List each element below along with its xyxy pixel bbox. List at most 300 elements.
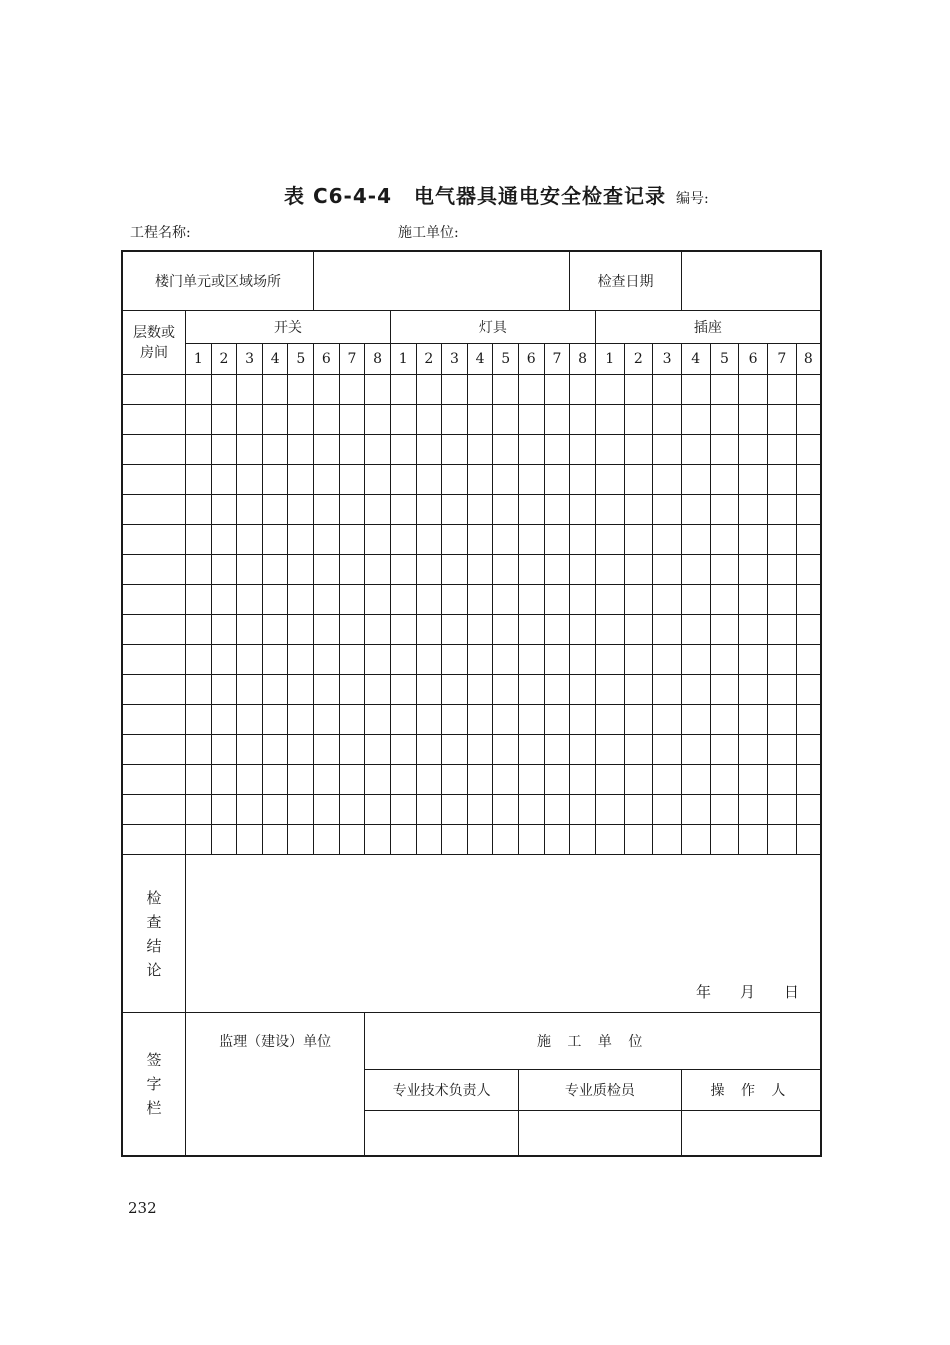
socket-cell[interactable]	[681, 735, 710, 765]
lamp-cell[interactable]	[493, 615, 519, 645]
socket-cell[interactable]	[739, 585, 768, 615]
lamp-cell[interactable]	[570, 645, 596, 675]
socket-cell[interactable]	[739, 765, 768, 795]
switch-cell[interactable]	[314, 495, 340, 525]
switch-cell[interactable]	[262, 405, 288, 435]
switch-cell[interactable]	[339, 525, 365, 555]
socket-cell[interactable]	[653, 645, 682, 675]
socket-cell[interactable]	[653, 585, 682, 615]
socket-cell[interactable]	[681, 585, 710, 615]
lamp-cell[interactable]	[544, 615, 570, 645]
lamp-cell[interactable]	[493, 795, 519, 825]
switch-cell[interactable]	[365, 765, 391, 795]
socket-cell[interactable]	[681, 435, 710, 465]
switch-cell[interactable]	[186, 585, 212, 615]
lamp-cell[interactable]	[390, 675, 416, 705]
socket-cell[interactable]	[681, 705, 710, 735]
socket-cell[interactable]	[796, 615, 821, 645]
socket-cell[interactable]	[681, 465, 710, 495]
switch-cell[interactable]	[365, 495, 391, 525]
lamp-cell[interactable]	[544, 795, 570, 825]
socket-cell[interactable]	[595, 795, 624, 825]
socket-cell[interactable]	[767, 825, 796, 855]
switch-cell[interactable]	[288, 615, 314, 645]
lamp-cell[interactable]	[493, 525, 519, 555]
room-cell[interactable]	[122, 495, 186, 525]
socket-cell[interactable]	[653, 705, 682, 735]
lamp-cell[interactable]	[493, 375, 519, 405]
lamp-cell[interactable]	[493, 645, 519, 675]
lamp-cell[interactable]	[570, 675, 596, 705]
lamp-cell[interactable]	[416, 735, 442, 765]
socket-cell[interactable]	[624, 435, 653, 465]
lamp-cell[interactable]	[518, 825, 544, 855]
lamp-cell[interactable]	[544, 735, 570, 765]
socket-cell[interactable]	[767, 465, 796, 495]
socket-cell[interactable]	[624, 495, 653, 525]
lamp-cell[interactable]	[442, 585, 468, 615]
switch-cell[interactable]	[262, 525, 288, 555]
switch-cell[interactable]	[237, 525, 263, 555]
socket-cell[interactable]	[796, 825, 821, 855]
lamp-cell[interactable]	[493, 495, 519, 525]
switch-cell[interactable]	[339, 645, 365, 675]
socket-cell[interactable]	[653, 405, 682, 435]
switch-cell[interactable]	[237, 615, 263, 645]
switch-cell[interactable]	[237, 375, 263, 405]
supervisor-cell[interactable]	[186, 1013, 365, 1157]
operator-sign-cell[interactable]	[681, 1111, 821, 1157]
socket-cell[interactable]	[767, 375, 796, 405]
socket-cell[interactable]	[796, 555, 821, 585]
lamp-cell[interactable]	[390, 435, 416, 465]
socket-cell[interactable]	[710, 585, 739, 615]
switch-cell[interactable]	[314, 585, 340, 615]
lamp-cell[interactable]	[416, 375, 442, 405]
lamp-cell[interactable]	[518, 645, 544, 675]
switch-cell[interactable]	[186, 615, 212, 645]
socket-cell[interactable]	[739, 825, 768, 855]
socket-cell[interactable]	[739, 375, 768, 405]
lamp-cell[interactable]	[390, 825, 416, 855]
room-cell[interactable]	[122, 375, 186, 405]
switch-cell[interactable]	[288, 525, 314, 555]
switch-cell[interactable]	[314, 615, 340, 645]
room-cell[interactable]	[122, 615, 186, 645]
lamp-cell[interactable]	[570, 615, 596, 645]
lamp-cell[interactable]	[467, 525, 493, 555]
switch-cell[interactable]	[288, 825, 314, 855]
socket-cell[interactable]	[767, 555, 796, 585]
socket-cell[interactable]	[710, 375, 739, 405]
socket-cell[interactable]	[653, 825, 682, 855]
switch-cell[interactable]	[288, 645, 314, 675]
socket-cell[interactable]	[739, 615, 768, 645]
socket-cell[interactable]	[681, 615, 710, 645]
lamp-cell[interactable]	[442, 825, 468, 855]
socket-cell[interactable]	[739, 405, 768, 435]
socket-cell[interactable]	[710, 555, 739, 585]
lamp-cell[interactable]	[493, 405, 519, 435]
socket-cell[interactable]	[710, 405, 739, 435]
room-cell[interactable]	[122, 765, 186, 795]
lamp-cell[interactable]	[442, 555, 468, 585]
lamp-cell[interactable]	[518, 795, 544, 825]
room-cell[interactable]	[122, 795, 186, 825]
switch-cell[interactable]	[237, 765, 263, 795]
switch-cell[interactable]	[211, 825, 237, 855]
lamp-cell[interactable]	[518, 555, 544, 585]
room-cell[interactable]	[122, 645, 186, 675]
socket-cell[interactable]	[767, 705, 796, 735]
lamp-cell[interactable]	[442, 795, 468, 825]
socket-cell[interactable]	[710, 465, 739, 495]
switch-cell[interactable]	[288, 375, 314, 405]
switch-cell[interactable]	[365, 705, 391, 735]
lamp-cell[interactable]	[416, 705, 442, 735]
lamp-cell[interactable]	[570, 525, 596, 555]
socket-cell[interactable]	[595, 405, 624, 435]
lamp-cell[interactable]	[570, 585, 596, 615]
socket-cell[interactable]	[710, 525, 739, 555]
lamp-cell[interactable]	[570, 735, 596, 765]
socket-cell[interactable]	[653, 795, 682, 825]
switch-cell[interactable]	[211, 555, 237, 585]
lamp-cell[interactable]	[570, 795, 596, 825]
switch-cell[interactable]	[211, 435, 237, 465]
socket-cell[interactable]	[739, 705, 768, 735]
socket-cell[interactable]	[767, 585, 796, 615]
lamp-cell[interactable]	[390, 735, 416, 765]
lamp-cell[interactable]	[416, 675, 442, 705]
socket-cell[interactable]	[681, 375, 710, 405]
lamp-cell[interactable]	[416, 465, 442, 495]
lamp-cell[interactable]	[390, 705, 416, 735]
tech-lead-sign-cell[interactable]	[365, 1111, 519, 1157]
switch-cell[interactable]	[339, 615, 365, 645]
switch-cell[interactable]	[186, 765, 212, 795]
switch-cell[interactable]	[365, 585, 391, 615]
lamp-cell[interactable]	[544, 825, 570, 855]
socket-cell[interactable]	[653, 555, 682, 585]
socket-cell[interactable]	[653, 435, 682, 465]
switch-cell[interactable]	[314, 705, 340, 735]
lamp-cell[interactable]	[416, 525, 442, 555]
lamp-cell[interactable]	[493, 825, 519, 855]
switch-cell[interactable]	[262, 825, 288, 855]
lamp-cell[interactable]	[416, 435, 442, 465]
switch-cell[interactable]	[211, 465, 237, 495]
lamp-cell[interactable]	[518, 495, 544, 525]
socket-cell[interactable]	[796, 465, 821, 495]
socket-cell[interactable]	[653, 525, 682, 555]
lamp-cell[interactable]	[467, 675, 493, 705]
lamp-cell[interactable]	[467, 765, 493, 795]
lamp-cell[interactable]	[544, 555, 570, 585]
socket-cell[interactable]	[739, 555, 768, 585]
lamp-cell[interactable]	[416, 495, 442, 525]
switch-cell[interactable]	[339, 555, 365, 585]
lamp-cell[interactable]	[467, 495, 493, 525]
switch-cell[interactable]	[365, 735, 391, 765]
switch-cell[interactable]	[339, 435, 365, 465]
switch-cell[interactable]	[339, 405, 365, 435]
lamp-cell[interactable]	[416, 765, 442, 795]
socket-cell[interactable]	[653, 495, 682, 525]
switch-cell[interactable]	[237, 735, 263, 765]
lamp-cell[interactable]	[390, 375, 416, 405]
switch-cell[interactable]	[365, 645, 391, 675]
lamp-cell[interactable]	[518, 405, 544, 435]
switch-cell[interactable]	[186, 735, 212, 765]
switch-cell[interactable]	[237, 555, 263, 585]
switch-cell[interactable]	[237, 675, 263, 705]
switch-cell[interactable]	[262, 375, 288, 405]
switch-cell[interactable]	[262, 675, 288, 705]
room-cell[interactable]	[122, 675, 186, 705]
switch-cell[interactable]	[186, 375, 212, 405]
socket-cell[interactable]	[624, 555, 653, 585]
socket-cell[interactable]	[653, 765, 682, 795]
switch-cell[interactable]	[339, 795, 365, 825]
switch-cell[interactable]	[365, 405, 391, 435]
lamp-cell[interactable]	[493, 585, 519, 615]
room-cell[interactable]	[122, 825, 186, 855]
switch-cell[interactable]	[365, 825, 391, 855]
lamp-cell[interactable]	[467, 435, 493, 465]
lamp-cell[interactable]	[570, 495, 596, 525]
socket-cell[interactable]	[595, 825, 624, 855]
lamp-cell[interactable]	[467, 795, 493, 825]
lamp-cell[interactable]	[390, 525, 416, 555]
inspection-date-input-cell[interactable]	[681, 251, 821, 311]
socket-cell[interactable]	[653, 375, 682, 405]
socket-cell[interactable]	[681, 675, 710, 705]
room-cell[interactable]	[122, 585, 186, 615]
socket-cell[interactable]	[595, 765, 624, 795]
socket-cell[interactable]	[681, 825, 710, 855]
socket-cell[interactable]	[710, 825, 739, 855]
lamp-cell[interactable]	[544, 435, 570, 465]
socket-cell[interactable]	[710, 765, 739, 795]
room-cell[interactable]	[122, 465, 186, 495]
switch-cell[interactable]	[365, 555, 391, 585]
lamp-cell[interactable]	[390, 765, 416, 795]
switch-cell[interactable]	[314, 795, 340, 825]
lamp-cell[interactable]	[570, 555, 596, 585]
switch-cell[interactable]	[339, 585, 365, 615]
socket-cell[interactable]	[739, 675, 768, 705]
room-cell[interactable]	[122, 705, 186, 735]
switch-cell[interactable]	[211, 795, 237, 825]
switch-cell[interactable]	[288, 495, 314, 525]
socket-cell[interactable]	[796, 765, 821, 795]
socket-cell[interactable]	[681, 405, 710, 435]
lamp-cell[interactable]	[544, 495, 570, 525]
switch-cell[interactable]	[211, 495, 237, 525]
lamp-cell[interactable]	[493, 465, 519, 495]
lamp-cell[interactable]	[442, 675, 468, 705]
lamp-cell[interactable]	[518, 705, 544, 735]
switch-cell[interactable]	[211, 675, 237, 705]
lamp-cell[interactable]	[570, 375, 596, 405]
switch-cell[interactable]	[186, 525, 212, 555]
socket-cell[interactable]	[624, 795, 653, 825]
switch-cell[interactable]	[211, 585, 237, 615]
room-cell[interactable]	[122, 555, 186, 585]
lamp-cell[interactable]	[467, 735, 493, 765]
qc-sign-cell[interactable]	[518, 1111, 681, 1157]
socket-cell[interactable]	[739, 465, 768, 495]
switch-cell[interactable]	[237, 405, 263, 435]
switch-cell[interactable]	[237, 645, 263, 675]
lamp-cell[interactable]	[467, 615, 493, 645]
socket-cell[interactable]	[595, 705, 624, 735]
room-cell[interactable]	[122, 525, 186, 555]
socket-cell[interactable]	[710, 675, 739, 705]
switch-cell[interactable]	[339, 765, 365, 795]
switch-cell[interactable]	[186, 675, 212, 705]
switch-cell[interactable]	[211, 765, 237, 795]
socket-cell[interactable]	[767, 405, 796, 435]
switch-cell[interactable]	[186, 495, 212, 525]
switch-cell[interactable]	[262, 735, 288, 765]
switch-cell[interactable]	[262, 465, 288, 495]
switch-cell[interactable]	[186, 795, 212, 825]
lamp-cell[interactable]	[390, 585, 416, 615]
lamp-cell[interactable]	[493, 435, 519, 465]
lamp-cell[interactable]	[518, 465, 544, 495]
switch-cell[interactable]	[339, 495, 365, 525]
switch-cell[interactable]	[262, 795, 288, 825]
lamp-cell[interactable]	[570, 435, 596, 465]
lamp-cell[interactable]	[493, 735, 519, 765]
switch-cell[interactable]	[186, 645, 212, 675]
switch-cell[interactable]	[339, 375, 365, 405]
socket-cell[interactable]	[796, 375, 821, 405]
lamp-cell[interactable]	[390, 495, 416, 525]
lamp-cell[interactable]	[390, 465, 416, 495]
lamp-cell[interactable]	[467, 375, 493, 405]
socket-cell[interactable]	[653, 615, 682, 645]
socket-cell[interactable]	[796, 405, 821, 435]
socket-cell[interactable]	[624, 465, 653, 495]
switch-cell[interactable]	[365, 795, 391, 825]
switch-cell[interactable]	[339, 735, 365, 765]
lamp-cell[interactable]	[518, 765, 544, 795]
lamp-cell[interactable]	[467, 465, 493, 495]
lamp-cell[interactable]	[442, 435, 468, 465]
switch-cell[interactable]	[237, 795, 263, 825]
lamp-cell[interactable]	[544, 675, 570, 705]
socket-cell[interactable]	[595, 735, 624, 765]
socket-cell[interactable]	[624, 825, 653, 855]
socket-cell[interactable]	[681, 765, 710, 795]
switch-cell[interactable]	[288, 405, 314, 435]
socket-cell[interactable]	[595, 495, 624, 525]
socket-cell[interactable]	[796, 495, 821, 525]
socket-cell[interactable]	[710, 435, 739, 465]
switch-cell[interactable]	[262, 615, 288, 645]
switch-cell[interactable]	[262, 495, 288, 525]
switch-cell[interactable]	[314, 675, 340, 705]
socket-cell[interactable]	[595, 675, 624, 705]
socket-cell[interactable]	[710, 735, 739, 765]
switch-cell[interactable]	[186, 405, 212, 435]
lamp-cell[interactable]	[570, 405, 596, 435]
lamp-cell[interactable]	[467, 825, 493, 855]
socket-cell[interactable]	[595, 555, 624, 585]
socket-cell[interactable]	[796, 675, 821, 705]
lamp-cell[interactable]	[544, 465, 570, 495]
switch-cell[interactable]	[288, 675, 314, 705]
socket-cell[interactable]	[681, 525, 710, 555]
switch-cell[interactable]	[211, 735, 237, 765]
switch-cell[interactable]	[365, 525, 391, 555]
lamp-cell[interactable]	[442, 465, 468, 495]
switch-cell[interactable]	[237, 825, 263, 855]
switch-cell[interactable]	[237, 705, 263, 735]
socket-cell[interactable]	[624, 765, 653, 795]
lamp-cell[interactable]	[442, 735, 468, 765]
lamp-cell[interactable]	[518, 435, 544, 465]
socket-cell[interactable]	[796, 645, 821, 675]
lamp-cell[interactable]	[518, 615, 544, 645]
socket-cell[interactable]	[653, 675, 682, 705]
socket-cell[interactable]	[710, 795, 739, 825]
switch-cell[interactable]	[288, 735, 314, 765]
lamp-cell[interactable]	[544, 765, 570, 795]
socket-cell[interactable]	[681, 495, 710, 525]
socket-cell[interactable]	[767, 675, 796, 705]
switch-cell[interactable]	[314, 555, 340, 585]
socket-cell[interactable]	[739, 525, 768, 555]
socket-cell[interactable]	[595, 375, 624, 405]
switch-cell[interactable]	[211, 615, 237, 645]
lamp-cell[interactable]	[493, 765, 519, 795]
socket-cell[interactable]	[796, 735, 821, 765]
socket-cell[interactable]	[767, 795, 796, 825]
socket-cell[interactable]	[624, 645, 653, 675]
socket-cell[interactable]	[739, 495, 768, 525]
switch-cell[interactable]	[288, 435, 314, 465]
switch-cell[interactable]	[314, 765, 340, 795]
room-cell[interactable]	[122, 435, 186, 465]
switch-cell[interactable]	[314, 435, 340, 465]
room-cell[interactable]	[122, 735, 186, 765]
socket-cell[interactable]	[739, 435, 768, 465]
switch-cell[interactable]	[262, 765, 288, 795]
switch-cell[interactable]	[314, 825, 340, 855]
lamp-cell[interactable]	[544, 375, 570, 405]
switch-cell[interactable]	[288, 705, 314, 735]
socket-cell[interactable]	[681, 555, 710, 585]
socket-cell[interactable]	[624, 675, 653, 705]
switch-cell[interactable]	[314, 375, 340, 405]
socket-cell[interactable]	[767, 735, 796, 765]
location-input-cell[interactable]	[314, 251, 570, 311]
socket-cell[interactable]	[796, 585, 821, 615]
socket-cell[interactable]	[767, 435, 796, 465]
socket-cell[interactable]	[796, 705, 821, 735]
switch-cell[interactable]	[365, 435, 391, 465]
room-cell[interactable]	[122, 405, 186, 435]
switch-cell[interactable]	[237, 465, 263, 495]
lamp-cell[interactable]	[442, 525, 468, 555]
lamp-cell[interactable]	[544, 525, 570, 555]
lamp-cell[interactable]	[467, 405, 493, 435]
lamp-cell[interactable]	[416, 615, 442, 645]
